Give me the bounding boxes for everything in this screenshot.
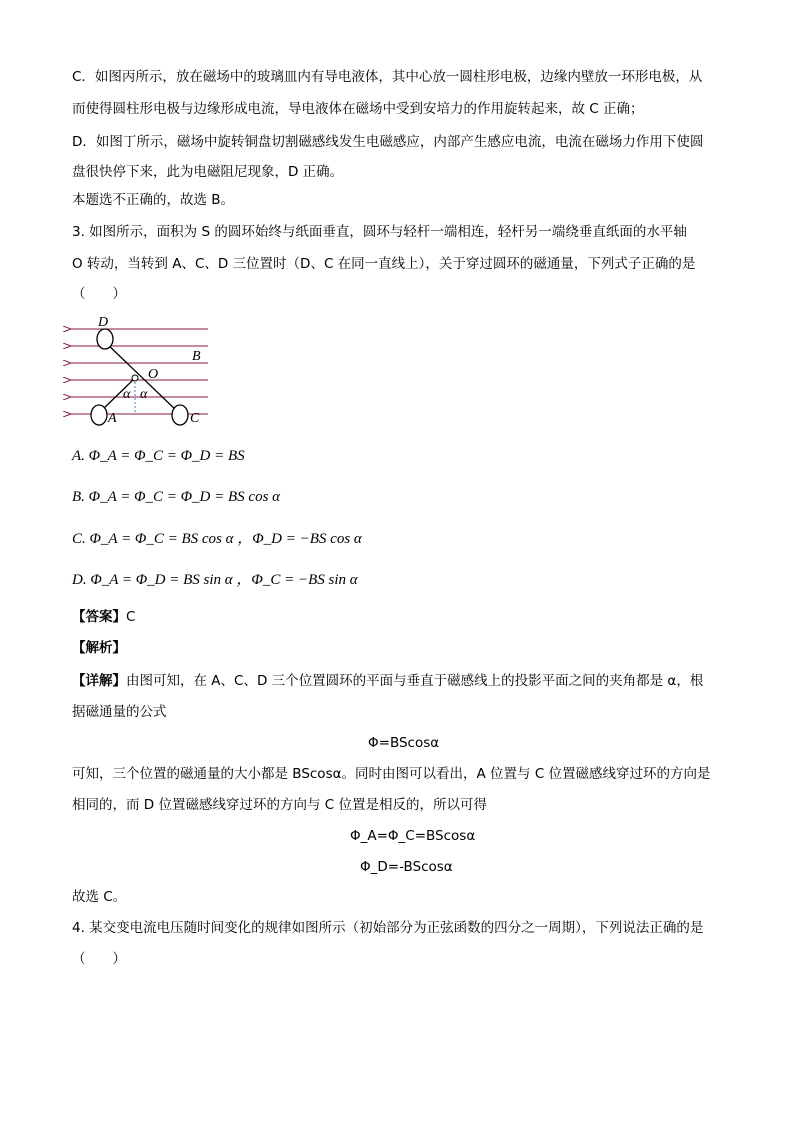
ring-a — [91, 405, 107, 425]
answer-tag: 【答案】 — [72, 609, 126, 625]
ring-c — [172, 405, 188, 425]
answer-value: C — [126, 609, 136, 625]
label-a: A — [108, 411, 117, 426]
label-d: D — [98, 315, 109, 330]
text-line: 盘很快停下来，此为电磁阻尼现象，D 正确。 — [72, 164, 344, 180]
label-o: O — [148, 367, 159, 382]
detail-line: 相同的，而 D 位置磁感线穿过环的方向与 C 位置是相反的，所以可得 — [72, 797, 487, 813]
label-b: B — [192, 349, 201, 364]
field-lines — [70, 329, 208, 414]
ring-d — [97, 329, 113, 349]
question-3-stem: 3. 如图所示，面积为 S 的圆环始终与纸面垂直，圆环与轻杆一端相连，轻杆另一端绕垂直纸面的水平轴 — [72, 224, 687, 240]
question-3-stem: （ ） — [72, 286, 126, 302]
option-b: B. Φ_A = Φ_C = Φ_D = BS cos α — [72, 489, 281, 505]
option-d: D. Φ_A = Φ_D = BS sin α ，Φ_C = −BS sin α — [72, 572, 358, 588]
option-c: C. Φ_A = Φ_C = BS cos α ，Φ_D = −BS cos α — [72, 531, 362, 547]
formula-flux: Φ=BScosα — [368, 735, 440, 751]
detail-tag: 【详解】 — [72, 673, 126, 689]
text-line: C．如图丙所示，放在磁场中的玻璃皿内有导电液体，其中心放一圆柱形电极，边缘内壁放一环形电极，从 — [72, 69, 703, 85]
final-answer: 故选 C。 — [72, 889, 127, 905]
pivot-o — [132, 375, 138, 381]
detail-text: 由图可知，在 A、C、D 三个位置圆环的平面与垂直于磁感线上的投影平面之间的夹角都是 α，根 — [126, 673, 704, 689]
text-line: D．如图丁所示，磁场中旋转铜盘切割磁感线发生电磁感应，内部产生感应电流，电流在磁场力作用下使圆 — [72, 134, 704, 150]
analysis-tag: 【解析】 — [72, 640, 126, 656]
question-4-stem: （ ） — [72, 951, 126, 967]
detail-line — [72, 671, 703, 691]
text-line: 而使得圆柱形电极与边缘形成电流，导电液体在磁场中受到安培力的作用旋转起来，故 C 正确； — [72, 101, 644, 117]
formula-flux-ac: Φ_A=Φ_C=BScosα — [350, 828, 476, 844]
text-line: 本题选不正确的，故选 B。 — [72, 192, 235, 208]
formula-flux-d: Φ_D=-BScosα — [360, 859, 453, 875]
label-c: C — [190, 411, 200, 426]
option-a: A. Φ_A = Φ_C = Φ_D = BS — [72, 448, 245, 464]
label-alpha-left: α — [123, 387, 131, 402]
question-3-stem: O 转动，当转到 A、C、D 三位置时（D、C 在同一直线上），关于穿过圆环的磁通量，下列式子正确的是 — [72, 256, 696, 272]
magnetic-flux-figure — [60, 312, 220, 432]
answer-line — [72, 607, 135, 627]
question-4-stem: 4. 某交变电流电压随时间变化的规律如图所示（初始部分为正弦函数的四分之一周期），下列说法正确的是 — [72, 920, 704, 936]
detail-line: 可知，三个位置的磁通量的大小都是 BScosα。同时由图可以看出，A 位置与 C 位置磁感线穿过环的方向是 — [72, 766, 711, 782]
detail-line: 据磁通量的公式 — [72, 704, 167, 720]
label-alpha-right: α — [140, 387, 148, 402]
